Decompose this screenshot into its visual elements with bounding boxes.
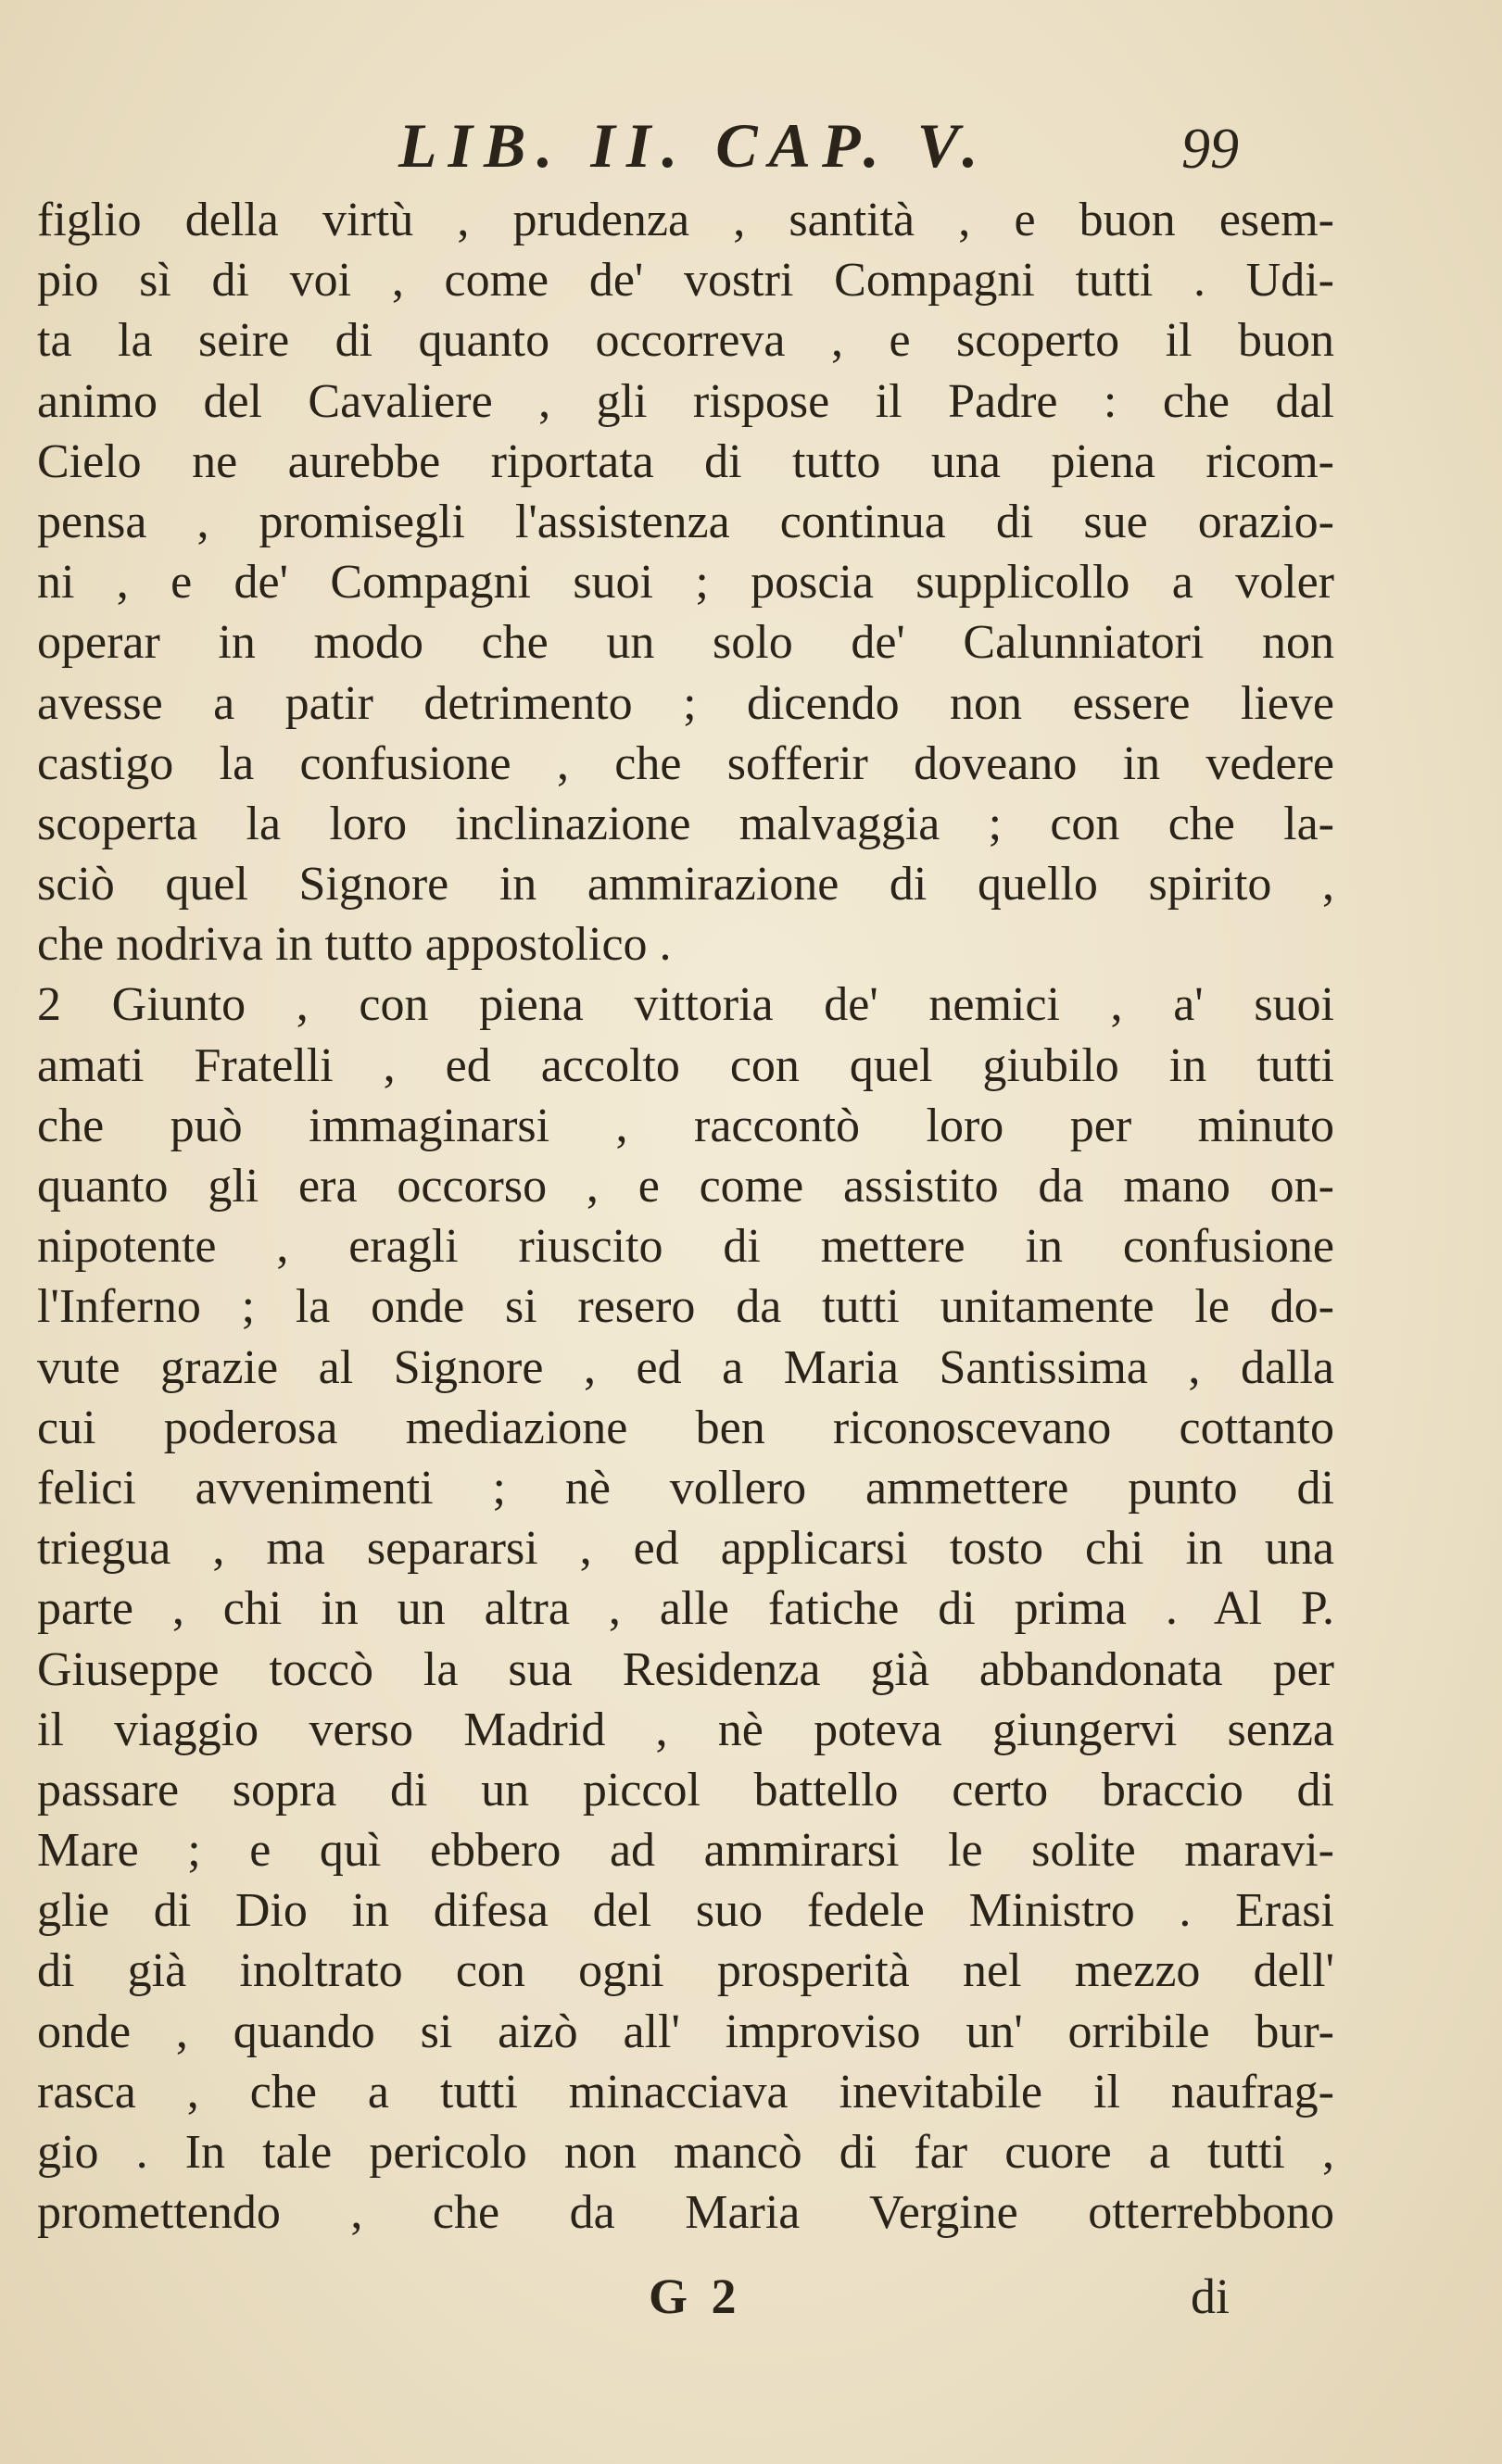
text-line: ta la seire di quanto occorreva , e scoperto il buon — [37, 314, 1334, 368]
text-line: operar in modo che un solo de' Calunniatori non — [37, 616, 1334, 670]
text-line: rasca , che a tutti minacciava inevitabile il naufrag- — [37, 2065, 1334, 2118]
page-footer — [37, 2268, 1334, 2332]
text-line: promettendo , che da Maria Vergine otterrebbono — [37, 2186, 1334, 2240]
text-line: sciò quel Signore in ammirazione di quello spirito , — [37, 858, 1334, 911]
text-line: l'Inferno ; la onde si resero da tutti unitamente le do- — [37, 1280, 1334, 1334]
text-line: gio . In tale pericolo non mancò di far cuore a tutti , — [37, 2126, 1334, 2179]
text-line: quanto gli era occorso , e come assistito da mano on- — [37, 1160, 1334, 1213]
catchword: di — [1191, 2269, 1231, 2324]
text-line: figlio della virtù , prudenza , santità , e buon esem- — [37, 194, 1334, 246]
text-line: il viaggio verso Madrid , nè poteva giungervi senza — [37, 1703, 1334, 1756]
text-line: avesse a patir detrimento ; dicendo non essere lieve — [37, 676, 1334, 730]
text-line: scoperta la loro inclinazione malvaggia ; con che la- — [37, 797, 1334, 850]
text-line: glie di Dio in difesa del suo fedele Ministro . Erasi — [37, 1884, 1334, 1938]
text-line: Cielo ne aurebbe riportata di tutto una piena ricom- — [37, 434, 1334, 488]
text-line: cui poderosa mediazione ben riconoscevano cottanto — [37, 1401, 1334, 1454]
signature-mark: G 2 — [649, 2269, 742, 2324]
text-line: felici avvenimenti ; nè vollero ammettere punto di — [37, 1461, 1334, 1515]
text-line: parte , chi in un altra , alle fatiche di prima . Al P. — [37, 1582, 1334, 1636]
page-number: 99 — [1181, 118, 1239, 181]
text-line: animo del Cavaliere , gli rispose il Padre : che dal — [37, 374, 1334, 428]
text-line: che può immaginarsi , raccontò loro per minuto — [37, 1099, 1334, 1152]
text-line: 2 Giunto , con piena vittoria de' nemici , a' suoi — [37, 978, 1334, 1032]
text-line: castigo la confusione , che sofferir doveano in vedere — [37, 736, 1334, 790]
page-header — [37, 109, 1334, 193]
text-line: nipotente , eragli riuscito di mettere in confusione — [37, 1220, 1334, 1274]
text-line: vute grazie al Signore , ed a Maria Santissima , dalla — [37, 1340, 1334, 1394]
text-line: pio sì di voi , come de' vostri Compagni tutti . Udi- — [37, 254, 1334, 308]
text-line: amati Fratelli , ed accolto con quel giubilo in tutti — [37, 1038, 1334, 1092]
text-line: onde , quando si aizò all' improviso un' orribile bur- — [37, 2005, 1334, 2058]
text-line: che nodriva in tutto appostolico . — [37, 918, 672, 972]
text-line: ni , e de' Compagni suoi ; poscia supplicollo a voler — [37, 556, 1334, 610]
text-line: passare sopra di un piccol battello certo braccio di — [37, 1763, 1334, 1817]
text-line: pensa , promisegli l'assistenza continua di sue orazio- — [37, 495, 1334, 548]
running-head: LIB. II. CAP. V. — [398, 110, 990, 181]
body-text — [37, 190, 1334, 2243]
text-line: Mare ; e quì ebbero ad ammirarsi le solite maravi- — [37, 1824, 1334, 1878]
text-line: Giuseppe toccò la sua Residenza già abbandonata per — [37, 1642, 1334, 1696]
text-line: triegua , ma separarsi , ed applicarsi tosto chi in una — [37, 1522, 1334, 1576]
text-line: di già inoltrato con ogni prosperità nel mezzo dell' — [37, 1944, 1334, 1998]
